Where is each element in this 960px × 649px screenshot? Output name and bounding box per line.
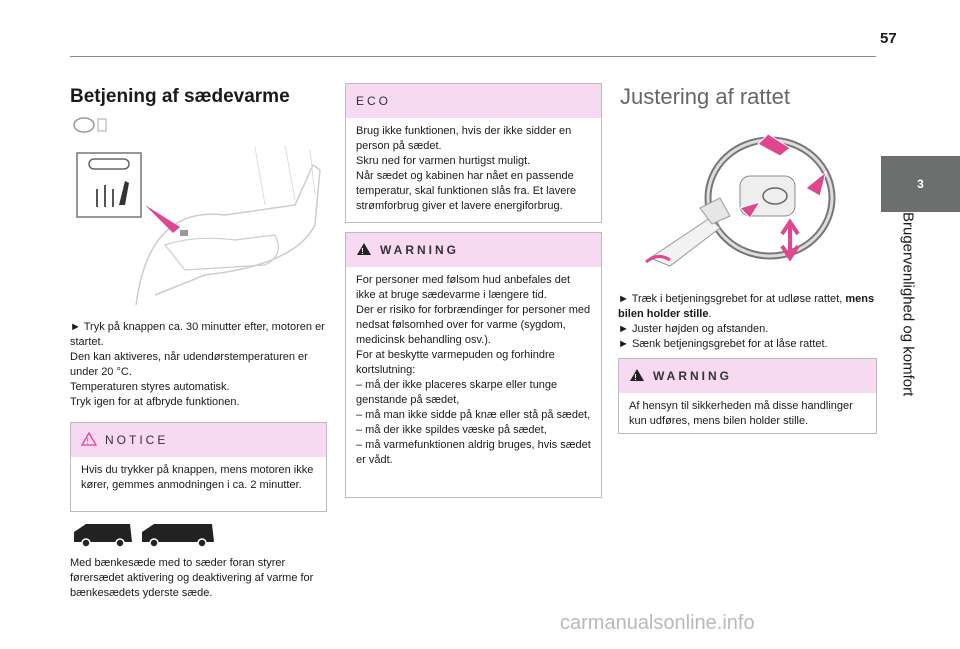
steering-wheel-illustration	[640, 128, 840, 283]
warning-header	[619, 359, 876, 393]
notice-header	[71, 423, 326, 457]
instruction-line: Tryk igen for at afbryde funktionen.	[70, 396, 240, 408]
warning-line: For at beskytte varmepuden og forhindre kortslutning:	[356, 349, 555, 376]
bench-seat-text: Med bænkesæde med to sæder foran styrer førersædet aktivering og deaktivering af varme for bænkesædets yderste sæde.	[70, 557, 314, 599]
warning-line: – må varmefunktionen aldrig bruges, hvis sædet er vådt.	[356, 439, 591, 466]
steering-instructions	[618, 292, 876, 352]
seat-heating-title: Betjening af sædevarme	[70, 86, 290, 107]
warning-triangle-outline-icon	[81, 432, 97, 449]
warning-header	[346, 233, 601, 267]
instruction-line: Temperaturen styres automatisk.	[70, 381, 230, 393]
warning-line: – må der ikke placeres skarpe eller tunge genstande på sædet,	[356, 379, 558, 406]
warning-triangle-icon	[629, 368, 645, 385]
warning-label: WARNING	[380, 243, 459, 257]
steering-wheel-small-icon	[72, 115, 108, 140]
warning-line: Der er risiko for forbrændinger for personer med nedsat følsomhed over for varme (sygdom, medicinsk behandling osv.).	[356, 304, 591, 346]
header-rule	[70, 56, 876, 57]
notice-text: Hvis du trykker på knappen, mens motoren ikke kører, gemmes anmodningen i ca. 2 minutter.	[81, 464, 314, 491]
warning-triangle-icon	[356, 242, 372, 259]
eco-line: Når sædet og kabinen har nået en passende temperatur, skal funktionen slås fra. Et lavere strømforbrug giver et lavere energiforbrug.	[356, 170, 577, 212]
warning-box-steering	[618, 358, 877, 434]
svg-text:!: !	[361, 246, 367, 256]
warning-line: – må man ikke sidde på knæ eller stå på sædet,	[356, 409, 591, 421]
svg-text:!: !	[86, 436, 92, 446]
warning-text: Af hensyn til sikkerheden må disse handlinger kun udføres, mens bilen holder stille.	[629, 400, 853, 427]
chapter-title: Brugervenlighed og komfort	[899, 212, 917, 397]
eco-header	[346, 84, 601, 118]
watermark: carmanualsonline.info	[560, 612, 755, 634]
instruction-line: Den kan aktiveres, når udendørstemperaturen er under 20 °C.	[70, 351, 308, 378]
warning-label: WARNING	[653, 369, 732, 383]
svg-text:!: !	[634, 372, 640, 382]
chapter-tab[interactable]: 3	[881, 156, 960, 212]
warning-box	[345, 232, 602, 498]
warning-line: For personer med følsom hud anbefales det ikke at bruge sædevarme i længere tid.	[356, 274, 571, 301]
eco-line: Brug ikke funktionen, hvis der ikke sidder en person på sædet.	[356, 125, 572, 152]
van-silhouettes-icon	[72, 522, 222, 548]
warning-line: – må der ikke spildes væske på sædet,	[356, 424, 547, 436]
instruction-step: ► Træk i betjeningsgrebet for at udløse rattet, mens bilen holder stille.	[618, 293, 875, 320]
instruction-step: ► Tryk på knappen ca. 30 minutter efter, motoren er startet.	[70, 321, 325, 348]
page-number: 57	[880, 30, 897, 47]
eco-label: ECO	[356, 94, 392, 108]
instruction-step: ► Sænk betjeningsgrebet for at låse rattet.	[618, 338, 828, 350]
van-icons	[72, 522, 222, 553]
instruction-step: ► Juster højden og afstanden.	[618, 323, 769, 335]
eco-line: Skru ned for varmen hurtigst muligt.	[356, 155, 531, 167]
seat-heating-instructions	[70, 320, 332, 410]
notice-label: NOTICE	[105, 433, 169, 447]
notice-box	[70, 422, 327, 512]
eco-box	[345, 83, 602, 223]
steering-adjust-title: Justering af rattet	[620, 84, 790, 109]
seat-heating-illustration	[75, 145, 327, 310]
